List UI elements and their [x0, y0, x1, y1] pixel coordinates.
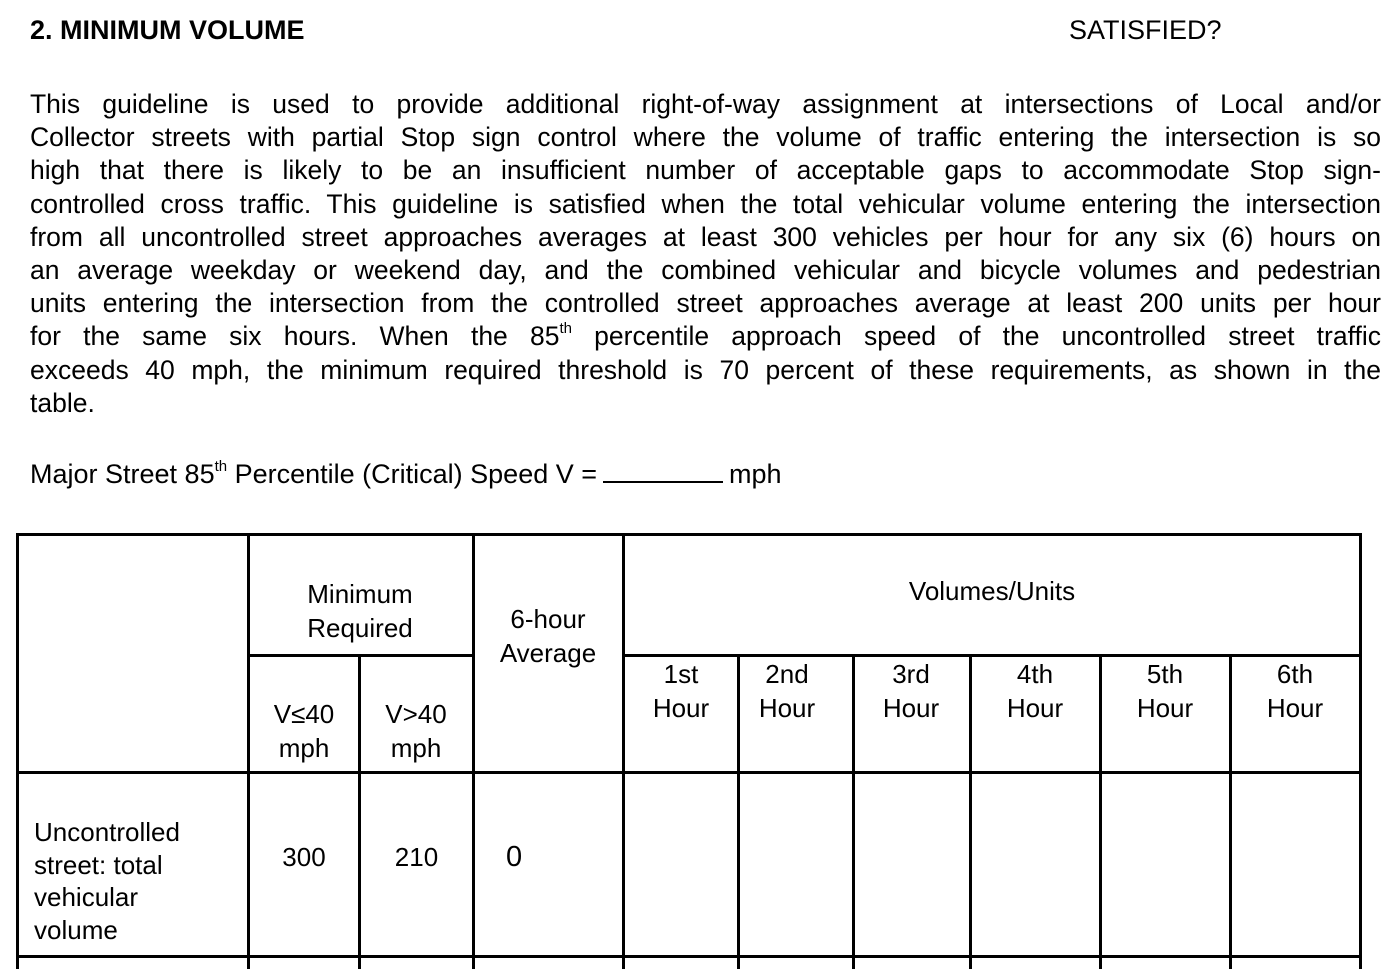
paragraph-line: from all uncontrolled street approaches averages at least 300 vehicles per hour for any six (6) hours on [30, 221, 1381, 252]
satisfied-label: SATISFIED? [1069, 15, 1222, 45]
paragraph-line: units entering the intersection from the controlled street approaches average at least 200 units per hour [30, 288, 1381, 319]
table-border [16, 533, 19, 969]
min-required-le-40: 300 [282, 842, 326, 872]
table-divider [16, 955, 1362, 958]
paragraph-line: an average weekday or weekend day, and the combined vehicular and bicycle volumes and pedestrian [30, 254, 1381, 285]
header-volumes-units: Volumes/Units [908, 576, 1076, 606]
table-divider [623, 654, 1362, 657]
paragraph-line: controlled cross traffic. This guideline is satisfied when the total vehicular volume entering the intersection [30, 188, 1381, 219]
paragraph-line: exceeds 40 mph, the minimum required threshold is 70 percent of these requirements, as shown in the [30, 354, 1381, 385]
header-six-hour-average: 6-hour Average [499, 604, 597, 668]
paragraph-line: table. [30, 387, 95, 418]
hour-3-input[interactable] [856, 775, 969, 955]
hour-5-input[interactable] [1103, 775, 1229, 955]
speed-label: Major Street 85 [30, 459, 215, 489]
superscript: th [214, 458, 228, 475]
header-hour-6: 6th Hour [1266, 659, 1324, 723]
paragraph-line: high that there is likely to be an insufficient number of acceptable gaps to accommodate Stop sign- [30, 155, 1381, 186]
header-v-le-40: V≤40 mph [273, 699, 335, 763]
speed-input-blank[interactable] [603, 459, 723, 483]
table-divider [247, 533, 250, 969]
header-hour-3: 3rd Hour [882, 659, 940, 723]
text: percentile approach speed of the uncontrolled street traffic [571, 321, 1381, 352]
min-required-gt-40: 210 [394, 842, 439, 872]
guideline-paragraph [30, 88, 1381, 420]
table-border [1359, 533, 1362, 969]
table-divider [16, 771, 1362, 774]
speed-unit: mph [729, 459, 782, 489]
text: for the same six hours. When the 85 [30, 321, 560, 352]
section-heading: 2. MINIMUM VOLUME [30, 15, 305, 45]
hour-6-input[interactable] [1233, 775, 1359, 955]
header-v-gt-40: V>40 mph [385, 699, 447, 763]
table-divider [969, 654, 972, 969]
table-divider [358, 654, 361, 969]
six-hour-average-value[interactable]: 0 [506, 841, 523, 873]
paragraph-line [30, 320, 1381, 353]
table-divider [472, 533, 475, 969]
table-divider [1099, 654, 1102, 969]
paragraph-line: This guideline is used to provide additional right-of-way assignment at intersections of Local and/or [30, 89, 1381, 119]
hour-1-input[interactable] [626, 775, 737, 955]
speed-label-rest: Percentile (Critical) Speed V = [227, 459, 598, 489]
hour-2-input[interactable] [741, 775, 852, 955]
header-hour-5: 5th Hour [1136, 659, 1194, 723]
table-divider [852, 654, 855, 969]
header-minimum-required: Minimum Required [307, 579, 413, 643]
critical-speed-field [30, 459, 782, 490]
table-divider [1229, 654, 1232, 969]
hour-4-input[interactable] [973, 775, 1099, 955]
superscript: th [559, 320, 572, 338]
paragraph-line: Collector streets with partial Stop sign control where the volume of traffic entering the intersection is so [30, 122, 1381, 153]
table-divider [737, 654, 740, 969]
header-hour-2: 2nd Hour [758, 659, 816, 723]
row-label: Uncontrolled street: total vehicular volume [34, 817, 180, 945]
table-divider [248, 654, 474, 657]
header-hour-4: 4th Hour [1006, 659, 1064, 723]
table-border [16, 533, 1362, 536]
header-hour-1: 1st Hour [652, 659, 710, 723]
